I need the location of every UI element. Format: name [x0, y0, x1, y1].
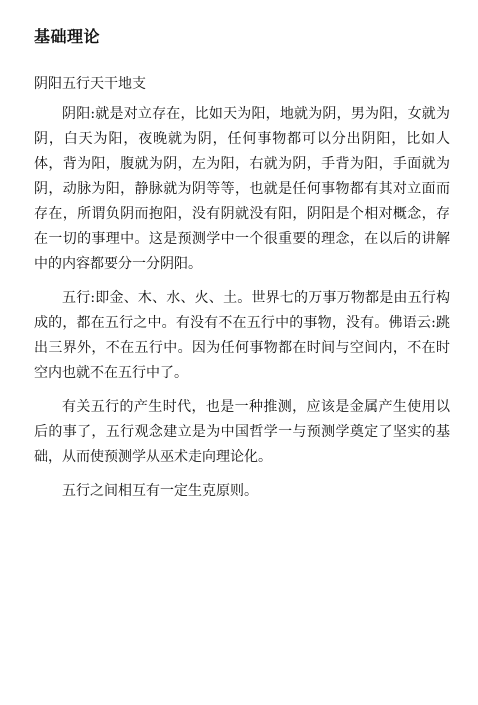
paragraph-wuxing-origin: 有关五行的产生时代，也是一种推测，应该是金属产生使用以后的事了，五行观念建立是为中国哲学一与预测学奠定了坚实的基础，从而使预测学从巫术走向理论化。: [34, 399, 450, 465]
section-subtitle: 阴阳五行天干地支: [34, 76, 146, 92]
paragraph-shengke: 五行之间相互有一定生克原则。: [62, 483, 258, 499]
paragraph-wuxing: 五行:即金、木、水、火、土。世界七的万事万物都是由五行构成的，都在五行之中。有没有不在五行中的事物，没有。佛语云:跳出三界外，不在五行中。因为任何事物都在时间与空间内，不在时空内也就不在五行中了。: [34, 290, 450, 381]
paragraph-yinyang: 阴阳:就是对立存在，比如天为阳，地就为阴，男为阳，女就为阴，白天为阳，夜晚就为阴，任何事物都可以分出阴阳，比如人体，背为阳，腹就为阴，左为阳，右就为阴，手背为阳，手面就为阴，动脉为阳，静脉就为阴等等，也就是任何事物都有其对立面而存在，所谓负阴而抱阳，没有阴就没有阳，阴阳是个相对概念，存在一切的事理中。这是预测学中一个很重要的理念，在以后的讲解中的内容都要分一分阴阳。: [34, 106, 450, 272]
page-title: 基础理论: [34, 27, 101, 46]
